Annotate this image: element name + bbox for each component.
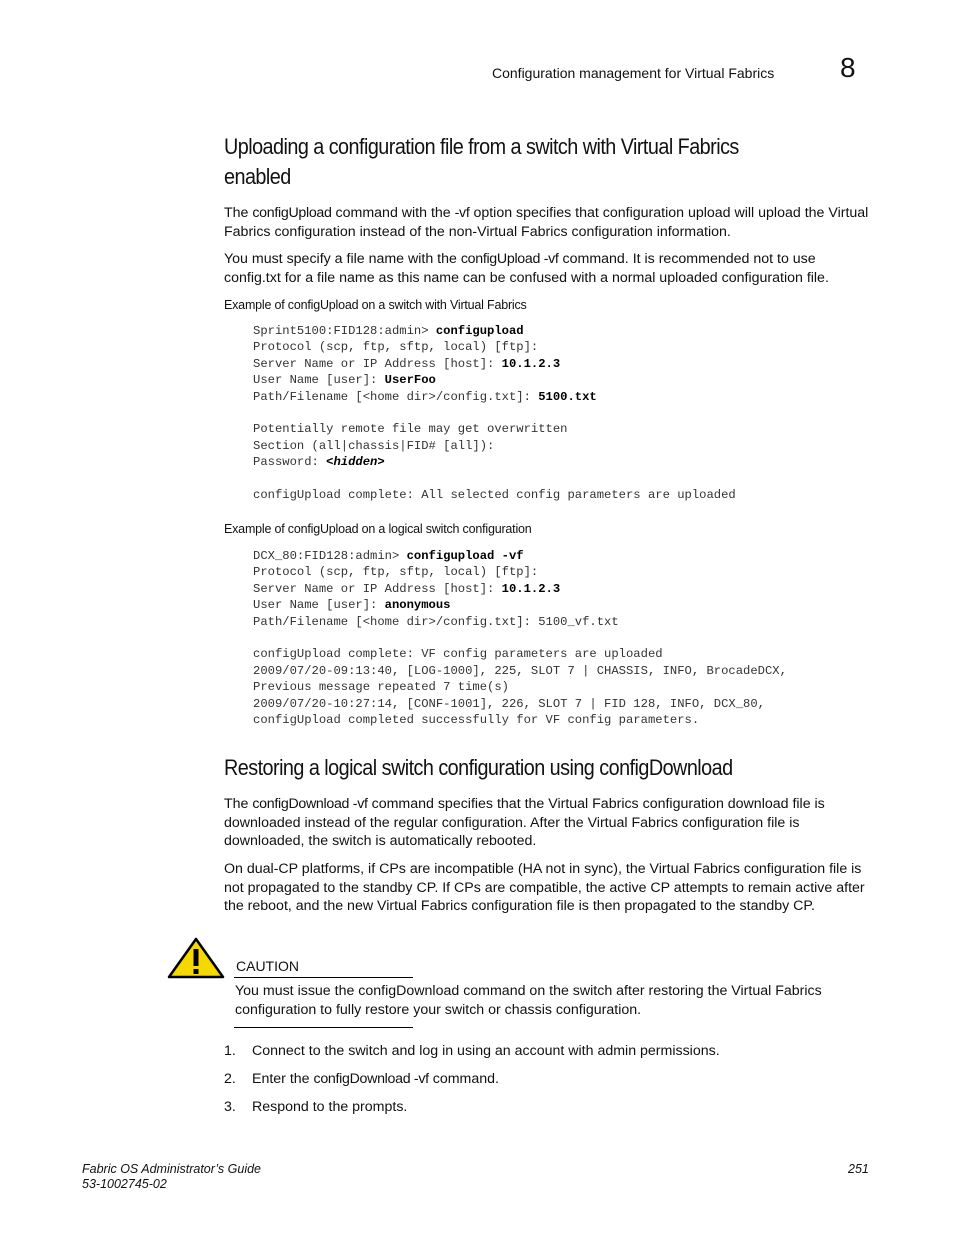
divider: [234, 1027, 413, 1028]
divider: [234, 977, 413, 978]
step-text: Connect to the switch and log in using an account with admin permissions.: [252, 1043, 720, 1059]
caution-label: CAUTION: [236, 958, 299, 974]
code-block: DCX_80:FID128:admin> configupload -vf Protocol (scp, ftp, sftp, local) [ftp]: Server Name or IP Address [host]: 10.1.2.3 User Name [user]: anonymous Path/Filename [<home dir>/config.txt]: 5100_vf.txt configUpload complete: VF config parameters are uploaded 2009/07/20-09:13:40, [LOG-1000], 225, SLOT 7 | CHASSIS, INFO, BrocadeDCX, Previous message repeated 7 time(s) 2009/07/20-10:27:14, [CONF-1001], 226, SLOT 7 | FID 128, INFO, DCX_80, configUpload completed successfully for VF config parameters.: [253, 549, 787, 728]
paragraph: The configDownload -vf command specifies that the Virtual Fabrics configuration download file is downloaded instead of the regular configuration. After the Virtual Fabrics configuration file is downloaded, the switch is automatically rebooted.: [224, 796, 825, 849]
step-number: 3.: [224, 1099, 236, 1115]
command-name: configDownload -vf: [252, 796, 368, 812]
step-text: Respond to the prompts.: [252, 1099, 408, 1115]
step-number: 2.: [224, 1071, 236, 1087]
page-number: 251: [848, 1162, 869, 1176]
command-option: -vf: [454, 205, 470, 221]
example-title: Example of configUpload on a switch with Virtual Fabrics: [224, 298, 527, 312]
footer-doc-id: 53-1002745-02: [82, 1177, 167, 1191]
step-text: Enter the configDownload -vf command.: [252, 1071, 499, 1087]
chapter-number: 8: [840, 52, 856, 83]
section-heading-upload: Uploading a configuration file from a switch with Virtual Fabrics enabled: [224, 134, 739, 189]
paragraph: The configUpload command with the -vf option specifies that configuration upload will upload the Virtual Fabrics configuration instead of the non-Virtual Fabrics configuration information.: [224, 205, 869, 240]
paragraph: You must specify a file name with the configUpload -vf command. It is recommended not to use config.txt for a file name as this name can be confused with a normal uploaded configuration file.: [224, 251, 829, 286]
step-number: 1.: [224, 1043, 236, 1059]
command-name: configDownload -vf: [313, 1071, 429, 1087]
code-block: Sprint5100:FID128:admin> configupload Protocol (scp, ftp, sftp, local) [ftp]: Server Name or IP Address [host]: 10.1.2.3 User Name [user]: UserFoo Path/Filename [<home dir>/config.txt]: 5100.txt Potentially remote file may get overwritten Section (all|chassis|FID# [all]): Password: <hidden> configUpload complete: All selected config parameters are uploaded: [253, 324, 736, 503]
command-name: configUpload: [252, 205, 332, 221]
footer-doc-title: Fabric OS Administrator’s Guide: [82, 1162, 261, 1176]
caution-text: You must issue the configDownload command on the switch after restoring the Virtual Fabrics configuration to fully restore your switch or chassis configuration.: [235, 983, 822, 1018]
paragraph: On dual-CP platforms, if CPs are incompatible (HA not in sync), the Virtual Fabrics configuration file is not propagated to the standby CP. If CPs are compatible, the active CP attempts to remain active after the reboot, and the new Virtual Fabrics configuration file is then propagated to the standby CP.: [224, 861, 865, 914]
command-name: configUpload -vf: [460, 251, 559, 267]
example-title: Example of configUpload on a logical switch configuration: [224, 522, 532, 536]
running-header-title: Configuration management for Virtual Fabrics: [492, 65, 775, 81]
warning-triangle-icon: [166, 936, 226, 980]
section-heading-restore: Restoring a logical switch configuration using configDownload: [224, 755, 733, 780]
